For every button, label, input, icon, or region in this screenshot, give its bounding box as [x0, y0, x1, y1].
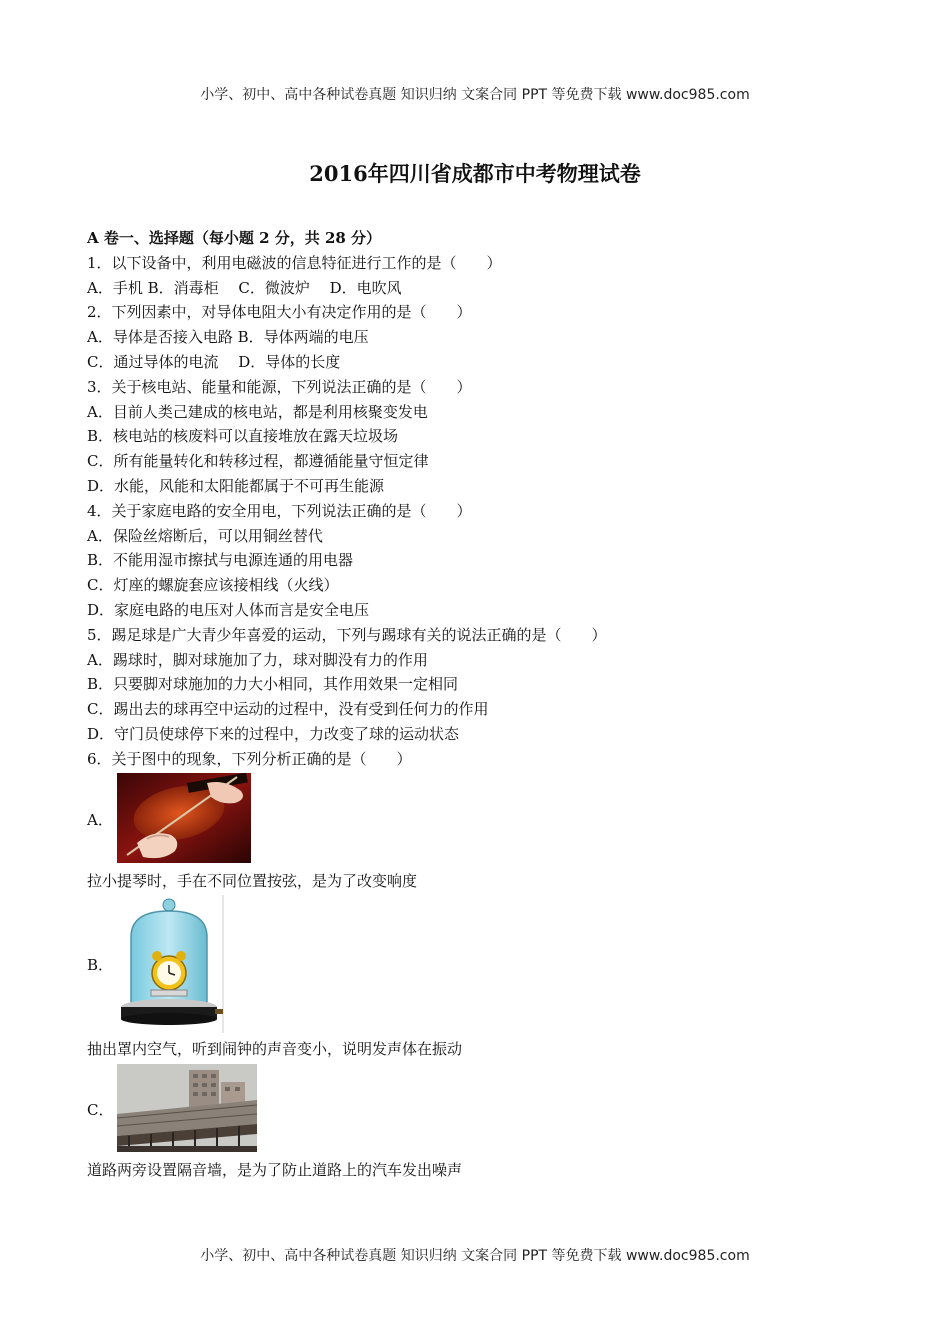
question-3-option-b: B．核电站的核废料可以直接堆放在露天垃圾场 — [87, 427, 399, 446]
question-4-option-a: A．保险丝熔断后，可以用铜丝替代 — [87, 526, 323, 545]
question-6-option-b-label: B． — [87, 955, 114, 974]
question-6-option-c-row — [87, 1062, 867, 1158]
question-6-option-c-text: 道路两旁设置隔音墙，是为了防止道路上的汽车发出噪声 — [87, 1161, 463, 1180]
sound-barrier-figure — [117, 1064, 257, 1152]
question-2-options-line1: A．导体是否接入电路 B．导体两端的电压 — [87, 328, 369, 347]
question-6-option-b-row — [87, 893, 867, 1037]
question-4-option-d: D．家庭电路的电压对人体而言是安全电压 — [87, 600, 370, 619]
question-5-option-d: D．守门员使球停下来的过程中，力改变了球的运动状态 — [87, 724, 460, 743]
question-6-option-c-label: C． — [87, 1100, 114, 1119]
question-3-option-c: C．所有能量转化和转移过程，都遵循能量守恒定律 — [87, 452, 429, 471]
question-6-option-a-label: A． — [87, 810, 113, 829]
question-2-options-line2: C．通过导体的电流 D．导体的长度 — [87, 352, 341, 371]
question-2-stem: 2．下列因素中，对导体电阻大小有决定作用的是（ ） — [87, 303, 472, 322]
violin-illustration — [117, 773, 251, 863]
exam-content — [87, 226, 867, 1183]
question-6-stem: 6．关于图中的现象，下列分析正确的是（ ） — [87, 749, 412, 768]
bell-jar-figure — [117, 895, 227, 1033]
question-6-option-a-row — [87, 772, 867, 869]
question-1-options: A．手机 B．消毒柜 C．微波炉 D．电吹风 — [87, 278, 402, 297]
question-3-stem: 3．关于核电站、能量和能源，下列说法正确的是（ ） — [87, 377, 472, 396]
question-5-option-c: C．踢出去的球再空中运动的过程中，没有受到任何力的作用 — [87, 700, 489, 719]
question-3-option-d: D．水能，风能和太阳能都属于不可再生能源 — [87, 476, 385, 495]
page-header: 小学、初中、高中各种试卷真题 知识归纳 文案合同 PPT 等免费下载 www.doc985.com — [200, 87, 750, 103]
question-4-option-b: B．不能用湿市擦拭与电源连通的用电器 — [87, 551, 354, 570]
question-1-stem: 1．以下设备中，利用电磁波的信息特征进行工作的是（ ） — [87, 253, 502, 272]
question-5-stem: 5．踢足球是广大青少年喜爱的运动，下列与踢球有关的说法正确的是（ ） — [87, 625, 607, 644]
question-4-stem: 4．关于家庭电路的安全用电，下列说法正确的是（ ） — [87, 501, 472, 520]
question-6-option-b-text: 抽出罩内空气，听到闹钟的声音变小，说明发声体在振动 — [87, 1040, 463, 1059]
question-6-option-a-text: 拉小提琴时，手在不同位置按弦，是为了改变响度 — [87, 871, 418, 890]
bell-jar-illustration — [117, 895, 227, 1033]
page-footer: 小学、初中、高中各种试卷真题 知识归纳 文案合同 PPT 等免费下载 www.doc985.com — [200, 1248, 750, 1264]
violin-figure — [117, 773, 251, 863]
page-title: 2016年四川省成都市中考物理试卷 — [309, 161, 641, 186]
question-5-option-a: A．踢球时，脚对球施加了力，球对脚没有力的作用 — [87, 650, 428, 669]
question-5-option-b: B．只要脚对球施加的力大小相同，其作用效果一定相同 — [87, 675, 459, 694]
question-3-option-a: A．目前人类己建成的核电站，都是利用核聚变发电 — [87, 402, 428, 421]
sound-barrier-illustration — [117, 1064, 257, 1152]
question-4-option-c: C．灯座的螺旋套应该接相线（火线） — [87, 576, 339, 595]
section-heading: A 卷一、选择题（每小题 2 分，共 28 分） — [87, 229, 382, 247]
